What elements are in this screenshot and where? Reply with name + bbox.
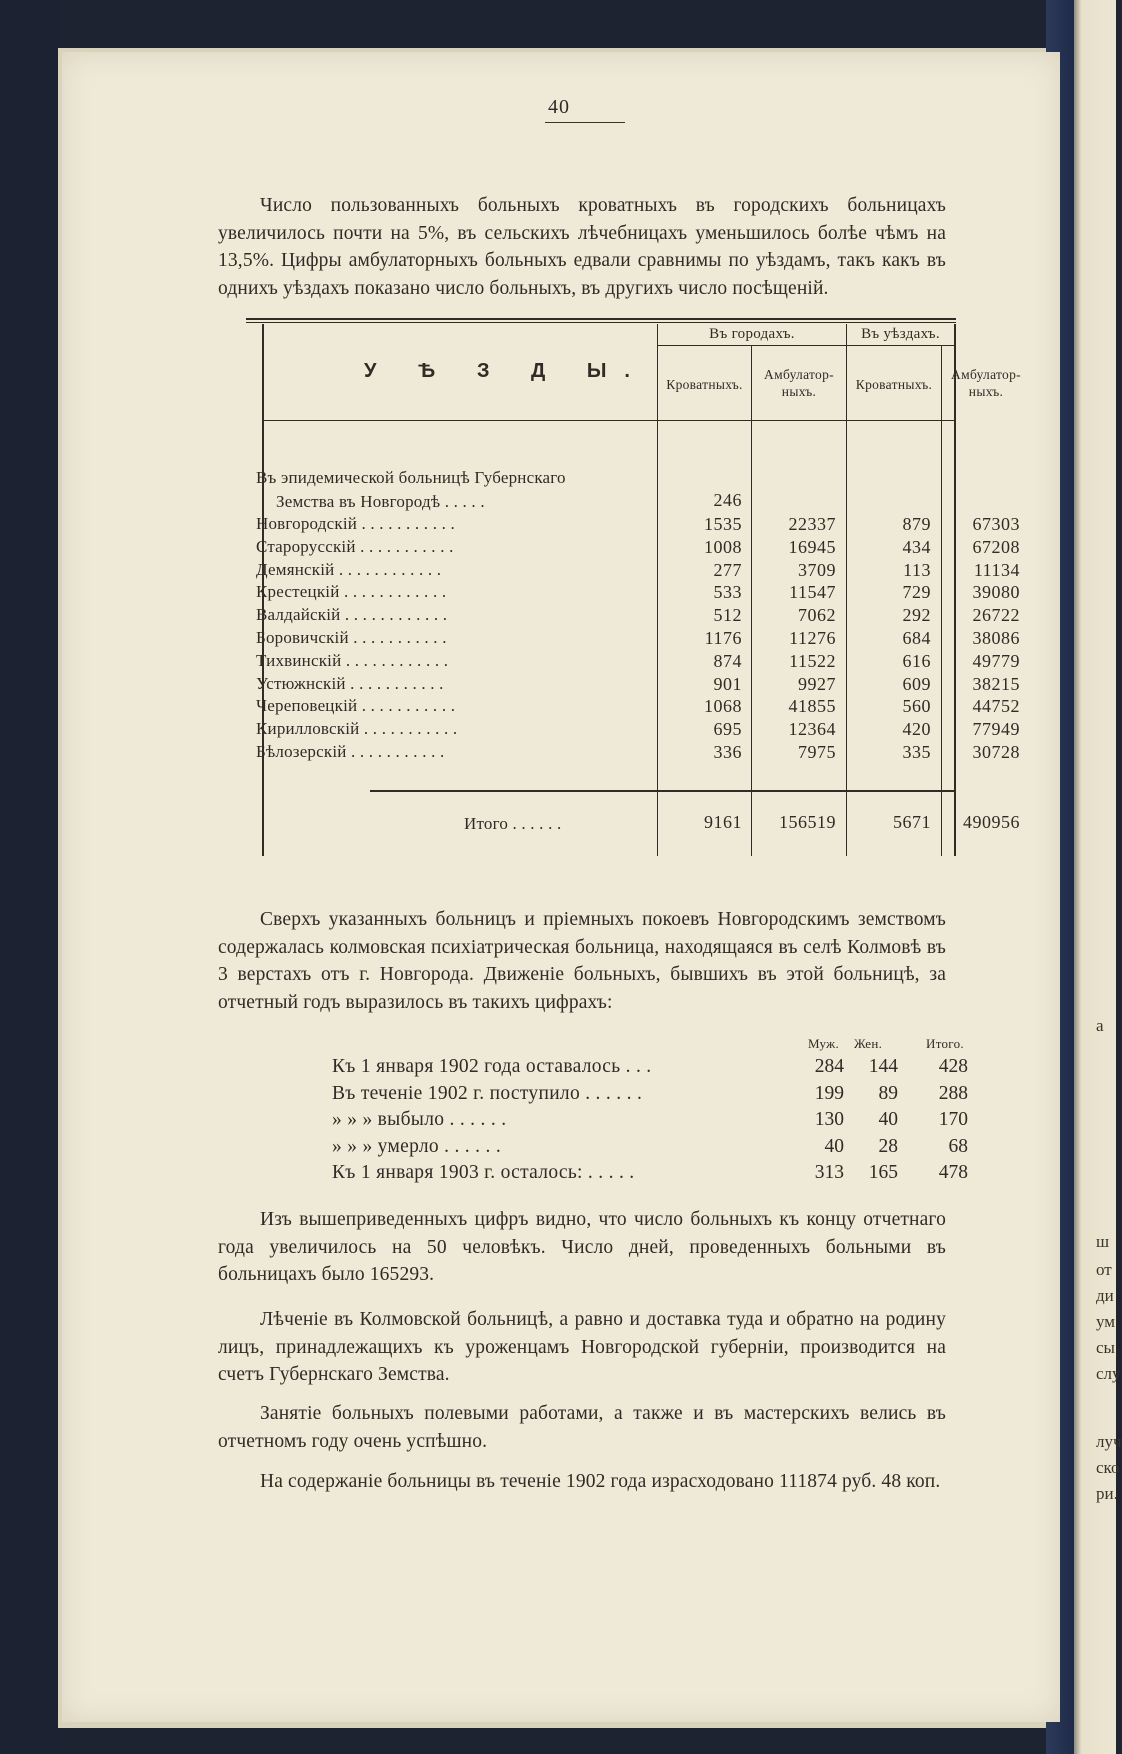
header-krovat-uezds: Кроватныхъ. — [855, 377, 933, 392]
table-top-rule — [246, 318, 956, 320]
uezds-krovat-value: 113 — [903, 559, 931, 580]
adjacent-page-fragment: от — [1096, 1260, 1112, 1279]
movement-men-value: 199 — [814, 1082, 844, 1104]
movement-men-value: 313 — [814, 1162, 844, 1183]
header-ambul-cities: Амбулатор- ныхъ. — [764, 367, 834, 399]
movement-women-value: 144 — [868, 1056, 898, 1077]
uezds-ambul-value: 67303 — [972, 514, 1020, 534]
uezd-hospital-table — [214, 318, 1021, 856]
cities-ambul-value: 12364 — [788, 719, 836, 740]
uezds-krovat-value: 292 — [902, 605, 931, 626]
cities-ambul-value: 11522 — [789, 650, 836, 671]
movement-women-value: 40 — [878, 1109, 898, 1130]
total-rule — [370, 790, 956, 792]
uezd-name: Кирилловскій . . . . . . . . . . . — [256, 719, 458, 739]
movement-row-label: Къ 1 января 1903 г. осталось: . . . . . — [332, 1162, 635, 1183]
page-number-rule — [545, 122, 625, 123]
cities-ambul-value: 16945 — [788, 536, 836, 557]
uezds-ambul-value: 26722 — [972, 605, 1020, 626]
movement-total-value: 68 — [948, 1135, 968, 1157]
cities-krovat-value: 1176 — [704, 628, 742, 648]
paragraph-increase: Изъ вышеприведенныхъ цифръ видно, что число больныхъ къ концу отчетнаго года увеличилось на 50 человѣкъ. Число дней, проведенныхъ больными въ больницахъ было 165293. — [218, 1209, 946, 1285]
page-number: 40 — [548, 96, 570, 118]
header-ambul-uezds: Амбулатор- ныхъ. — [951, 367, 1021, 399]
uezds-ambul-value: 44752 — [972, 696, 1020, 717]
total-cities-ambul: 156519 — [779, 812, 836, 832]
cities-ambul-value: 11547 — [789, 582, 836, 603]
uezds-krovat-value: 729 — [902, 582, 931, 603]
uezd-name: Валдайскій . . . . . . . . . . . . — [256, 605, 448, 625]
uezd-name: Боровичскій . . . . . . . . . . . — [256, 628, 447, 647]
table-top-rule-thin — [246, 322, 956, 323]
group-header-cities: Въ городахъ. — [709, 326, 795, 342]
cities-krovat-value: 1535 — [704, 514, 742, 534]
total-cities-krovat: 9161 — [704, 812, 742, 832]
movement-women-value: 89 — [878, 1082, 898, 1104]
cities-ambul-value: 22337 — [788, 514, 836, 534]
movement-total-value: 428 — [938, 1056, 968, 1077]
uezd-name: Новгородскій . . . . . . . . . . . — [256, 514, 455, 533]
uezds-ambul-value: 49779 — [972, 650, 1020, 671]
uezds-krovat-value: 879 — [902, 514, 931, 534]
movement-row-label: Въ теченіе 1902 г. поступило . . . . . . — [332, 1082, 643, 1104]
uezds-ambul-value: 39080 — [972, 582, 1020, 603]
total-label: Итого . . . . . . — [464, 814, 562, 833]
cities-krovat-value: 874 — [713, 650, 742, 671]
cities-ambul-value: 11276 — [789, 628, 836, 648]
uezds-krovat-value: 609 — [902, 673, 931, 694]
adjacent-page-fragment: луч — [1096, 1432, 1122, 1451]
total-uezds-krovat: 5671 — [893, 812, 931, 832]
cities-ambul-value: 7975 — [798, 742, 836, 762]
uezds-ambul-value: 77949 — [972, 719, 1020, 740]
uezd-name: Старорусскій . . . . . . . . . . . — [256, 536, 454, 556]
total-uezds-ambul: 490956 — [963, 812, 1020, 832]
cities-krovat-value: 512 — [713, 605, 742, 626]
movement-men-value: 284 — [814, 1056, 844, 1077]
uezds-krovat-value: 684 — [902, 628, 931, 648]
uezds-krovat-value: 420 — [902, 719, 931, 740]
adjacent-page-fragment: ш — [1096, 1232, 1110, 1251]
cities-ambul-value: 3709 — [798, 559, 836, 580]
cities-krovat-value: 336 — [713, 742, 742, 762]
header-women: Жен. — [854, 1036, 883, 1051]
cities-ambul-value: 9927 — [798, 673, 836, 694]
uezds-ambul-value: 38215 — [972, 673, 1020, 694]
uezds-ambul-value: 11134 — [973, 559, 1020, 580]
header-men: Муж. — [808, 1036, 839, 1051]
cities-ambul-value: 41855 — [788, 696, 836, 717]
movement-men-value: 130 — [814, 1109, 844, 1130]
cities-krovat-value: 1068 — [704, 696, 742, 717]
header-total: Итого. — [926, 1036, 964, 1051]
movement-women-value: 165 — [868, 1162, 898, 1183]
cities-krovat-value: 533 — [713, 582, 742, 603]
adjacent-page-fragment: сы — [1096, 1338, 1115, 1357]
cities-ambul-value: 7062 — [798, 605, 836, 626]
uezd-name: Череповецкій . . . . . . . . . . . — [256, 696, 456, 716]
uezd-name: Тихвинскій . . . . . . . . . . . . — [256, 650, 449, 670]
adjacent-page-fragment: а — [1096, 1016, 1104, 1035]
header-bottom-rule — [264, 420, 956, 421]
paragraph-treatment: Лѣченіе въ Колмовской больницѣ, а равно и доставка туда и обратно на родину лицъ, принадлежащихъ къ уроженцамъ Новгородской губерніи, производится на счетъ Губернскаго Земства. — [218, 1309, 946, 1385]
paragraph-expenses: На содержаніе больницы въ теченіе 1902 года израсходовано 111874 руб. 48 коп. — [260, 1471, 941, 1492]
column-header-uezdy: У Ѣ З Д Ы. — [364, 360, 648, 382]
uezd-name: Крестецкій . . . . . . . . . . . . — [256, 582, 447, 602]
uezds-ambul-value: 38086 — [972, 628, 1020, 648]
epidemic-hospital-label-1: Въ эпидемической больницѣ Губернскаго — [256, 468, 566, 487]
uezd-name: Устюжнскій . . . . . . . . . . . — [256, 673, 444, 693]
uezds-krovat-value: 616 — [902, 650, 931, 671]
dark-background — [0, 0, 60, 1754]
movement-total-value: 478 — [938, 1162, 968, 1183]
uezd-name: Демянскій . . . . . . . . . . . . — [256, 559, 442, 579]
group-header-rule — [658, 345, 956, 346]
cities-krovat-value: 901 — [713, 673, 742, 694]
movement-row-label: Къ 1 января 1902 года оставалось . . . — [332, 1056, 652, 1077]
adjacent-page-fragment: ско — [1096, 1458, 1120, 1477]
cities-krovat-value: 1008 — [704, 536, 742, 557]
epidemic-hospital-value: 246 — [713, 490, 742, 510]
group-header-uezds: Въ уѣздахъ. — [861, 326, 940, 342]
uezds-krovat-value: 560 — [902, 696, 931, 717]
movement-row-label: » » » умерло . . . . . . — [332, 1135, 502, 1157]
movement-women-value: 28 — [878, 1135, 898, 1157]
header-krovat-cities: Кроватныхъ. — [666, 377, 743, 392]
paragraph-intro: Число пользованныхъ больныхъ кроватныхъ въ городскихъ больницахъ увеличилось почти на 5%, въ сельскихъ лѣчебницахъ уменьшилось болѣе чѣмъ на 13,5%. Цифры амбулаторныхъ больныхъ едвали сравнимы по уѣздамъ, такъ какъ въ однихъ уѣздахъ показано число больныхъ, въ другихъ число посѣщеній. — [218, 195, 946, 299]
movement-total-value: 288 — [938, 1082, 968, 1104]
uezds-krovat-value: 434 — [902, 536, 931, 557]
cities-krovat-value: 277 — [713, 559, 742, 580]
movement-men-value: 40 — [824, 1135, 844, 1157]
uezd-name: Бѣлозерскій . . . . . . . . . . . — [256, 742, 445, 761]
paragraph-work: Занятіе больныхъ полевыми работами, а также и въ мастерскихъ велись въ отчетномъ году очень успѣшно. — [218, 1403, 946, 1452]
adjacent-page-fragment: ум — [1096, 1312, 1116, 1331]
epidemic-hospital-label-2: Земства въ Новгородѣ . . . . . — [276, 492, 485, 511]
movement-total-value: 170 — [938, 1109, 968, 1130]
uezds-ambul-value: 67208 — [972, 536, 1020, 557]
movement-row-label: » » » выбыло . . . . . . — [332, 1109, 507, 1130]
adjacent-page-fragment: ди — [1096, 1286, 1114, 1305]
adjacent-page-fragment: ри. — [1096, 1484, 1118, 1503]
adjacent-page-fragment: слу — [1096, 1364, 1121, 1383]
cities-krovat-value: 695 — [713, 719, 742, 740]
paragraph-kolmovo: Сверхъ указанныхъ больницъ и пріемныхъ покоевъ Новгородскимъ земствомъ содержалась колмовская психіатрическая больница, находящаяся въ селѣ Колмовѣ въ 3 верстахъ отъ г. Новгорода. Движеніе больныхъ, бывшихъ въ этой больницѣ, за отчетный годъ выразилось въ такихъ цифрахъ: — [218, 909, 946, 1013]
uezds-ambul-value: 30728 — [972, 742, 1020, 762]
uezds-krovat-value: 335 — [902, 742, 931, 762]
